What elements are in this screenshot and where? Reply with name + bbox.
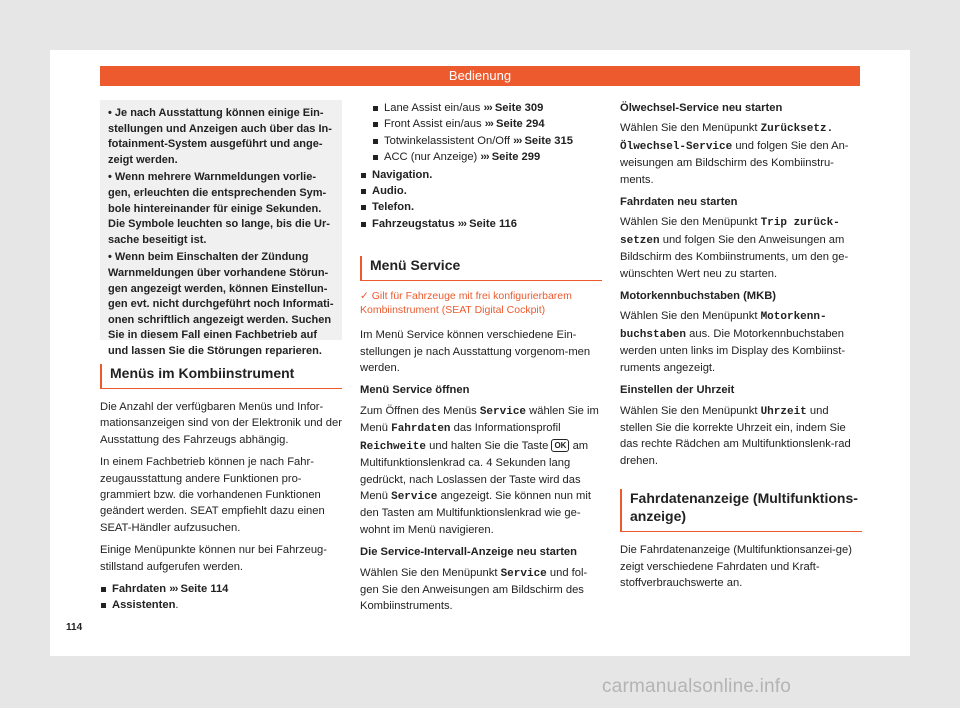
section-title-menus: Menüs im Kombiinstrument	[100, 364, 342, 389]
menu-list	[360, 167, 602, 233]
paragraph: Die Fahrdatenanzeige (Multifunktionsanzei-ge) zeigt verschiedene Fahrdaten und Kraft-stoffverbrauchswerte an.	[620, 544, 852, 589]
list-item: Fahrdaten ››› Seite 114	[100, 581, 342, 597]
check-icon: ✓	[360, 290, 369, 303]
paragraph: Wählen Sie den Menüpunkt Motorkenn-buchstaben aus. Die Motorkennbuchstaben werden unten links im Display des Kombiinst-ruments angezeigt.	[620, 310, 846, 374]
list-item: Lane Assist ein/aus ››› Seite 309	[372, 100, 602, 116]
subheading: Einstellen der Uhrzeit	[620, 384, 735, 397]
paragraph: Zum Öffnen des Menüs Service wählen Sie im Menü Fahrdaten das Informationsprofil Reichweite und halten Sie die Taste OK am Multifunktionslenkrad ca. 4 Sekunden lang gedrückt, nach Loslassen der Taste wird das Menü Service angezeigt. Sie können nun mit den Tasten am Multifunktionslenkrad wie ge-wohnt im Menü navigieren.	[360, 404, 599, 536]
note-item: • Je nach Ausstattung können einige Ein-stellungen und Anzeigen auch über das In-fotainment-System ausgeführt und ange-zeigt werden.	[108, 107, 332, 166]
column-2	[360, 100, 602, 621]
ok-key-icon: OK	[551, 439, 569, 452]
note-box	[100, 100, 342, 357]
subheading: Motorkennbuchstaben (MKB)	[620, 290, 776, 303]
section-title-trip-data: Fahrdatenanzeige (Multifunktions-anzeige)	[620, 489, 862, 532]
page-reference-link[interactable]: Seite 116	[469, 217, 517, 230]
list-item: Assistenten.	[100, 597, 342, 613]
subheading: Ölwechsel-Service neu starten	[620, 102, 783, 114]
list-item: ACC (nur Anzeige) ››› Seite 299	[372, 149, 602, 165]
paragraph: Einige Menüpunkte können nur bei Fahrzeug-stillstand aufgerufen werden.	[100, 544, 328, 573]
subheading: Menü Service öffnen	[360, 384, 470, 397]
page-reference-link[interactable]: Seite 294	[496, 118, 545, 131]
paragraph: Die Anzahl der verfügbaren Menüs und Infor-mationsanzeigen sind von der Elektronik und der Ausstattung des Fahrzeugs abhängig.	[100, 401, 342, 446]
paragraph: In einem Fachbetrieb können je nach Fahr-zeugausstattung andere Funktionen pro-grammiert bzw. die vorhandenen Funktionen geändert werden. SEAT empfiehlt dazu einen SEAT-Händler aufzusuchen.	[100, 456, 325, 534]
section-title-service: Menü Service	[360, 256, 602, 281]
note-item: • Wenn beim Einschalten der Zündung Warnmeldungen über vorhandene Störun-gen angezeigt werden, können Einstellun-gen evt. nicht durchgeführt noch Informati-onen schriftlich angezeigt werden. Suchen Sie in diesem Fall einen Fachbetrieb auf und lassen Sie die Störungen reparieren.	[108, 251, 334, 357]
page-reference-link[interactable]: Seite 299	[491, 151, 541, 164]
subheading: Fahrdaten neu starten	[620, 196, 738, 209]
subheading: Die Service-Intervall-Anzeige neu starten	[360, 546, 577, 559]
page-number: 114	[66, 622, 83, 633]
page-reference-link[interactable]: Seite 315	[524, 134, 573, 147]
paragraph: Im Menü Service können verschiedene Ein-stellungen je nach Ausstattung vorgenom-men werden.	[360, 329, 591, 375]
paragraph: Wählen Sie den Menüpunkt Service und fol-gen Sie den Anweisungen am Bildschirm des Kombiinstruments.	[360, 566, 588, 613]
note-item: • Wenn mehrere Warnmeldungen vorlie-gen, erleuchten die entsprechenden Sym-bole hintereinander für einige Sekunden. Die Symbole leuchten so lange, bis die Ur-sache beseitigt ist.	[108, 171, 330, 246]
paragraph: Wählen Sie den Menüpunkt Uhrzeit und stellen Sie die korrekte Uhrzeit ein, indem Sie das rechte Rädchen am Multifunktionslenk-rad drehen.	[620, 404, 851, 467]
paragraph: Wählen Sie den Menüpunkt Trip zurück-setzen und folgen Sie den Anweisungen am Bildschirm des Kombiinstruments, um den ge-wünschten Wert neu zu starten.	[620, 216, 849, 280]
list-item: Totwinkelassistent On/Off ››› Seite 315	[372, 133, 602, 149]
watermark: carmanualsonline.info	[602, 676, 792, 697]
list-item: Audio.	[360, 183, 602, 199]
page-header: Bedienung	[100, 66, 860, 86]
list-item: Navigation.	[360, 167, 602, 183]
page-reference-link[interactable]: Seite 114	[180, 583, 229, 596]
list-item: Telefon.	[360, 199, 602, 215]
paragraph: Wählen Sie den Menüpunkt Zurücksetz. Ölwechsel-Service und folgen Sie den An-weisungen am Bildschirm des Kombiinstru-ments.	[620, 122, 849, 186]
page-reference-link[interactable]: Seite 309	[494, 102, 544, 114]
column-3	[620, 100, 862, 597]
menu-list	[100, 581, 342, 614]
list-item: Fahrzeugstatus ››› Seite 116	[360, 216, 602, 232]
list-item: Front Assist ein/aus ››› Seite 294	[372, 116, 602, 132]
column-1	[100, 100, 342, 614]
assist-sublist	[360, 100, 602, 166]
applicability-note: ✓ Gilt für Fahrzeuge mit frei konfigurierbarem Kombiinstrument (SEAT Digital Cockpit)	[360, 290, 572, 317]
